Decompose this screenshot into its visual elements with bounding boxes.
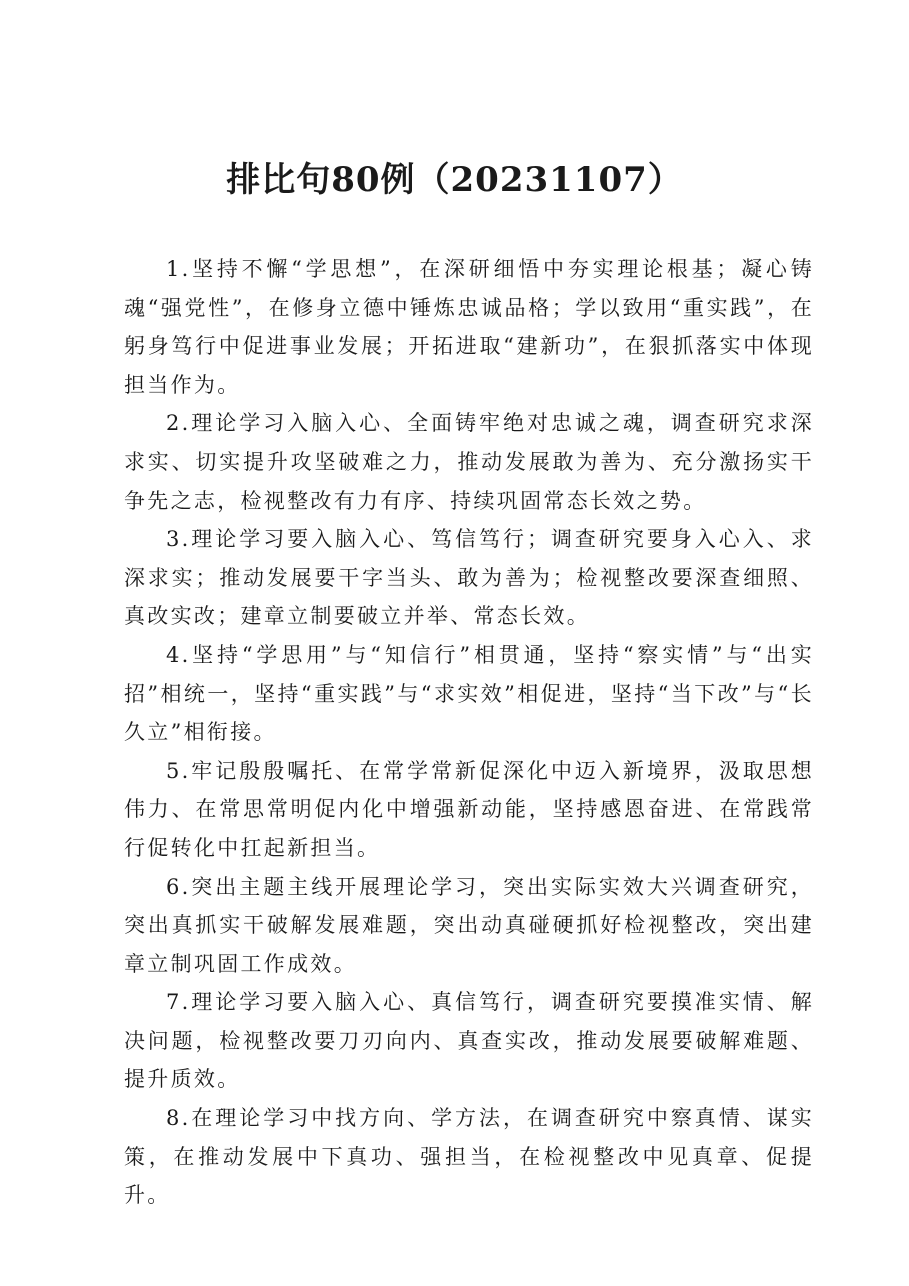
paragraph-2: 2.理论学习入脑入心、全面铸牢绝对忠诚之魂，调查研究求深求实、切实提升攻坚破难之力，推动发展敢为善为、充分激扬实干争先之志，检视整改有力有序、持续巩固常态长效之势。 — [124, 411, 814, 513]
paragraph-3: 3.理论学习要入脑入心、笃信笃行；调查研究要身入心入、求深求实；推动发展要干字当头、敢为善为；检视整改要深查细照、真改实改；建章立制要破立并举、常态长效。 — [124, 527, 814, 629]
paragraph-4: 4.坚持“学思用”与“知信行”相贯通，坚持“察实情”与“出实招”相统一，坚持“重实践”与“求实效”相促进，坚持“当下改”与“长久立”相衔接。 — [124, 642, 814, 745]
paragraph-8: 8.在理论学习中找方向、学方法，在调查研究中察真情、谋实策，在推动发展中下真功、强担当，在检视整改中见真章、促提升。 — [124, 1106, 814, 1208]
page-title: 排比句80例（20231107） — [226, 160, 683, 200]
paragraph-7: 7.理论学习要入脑入心、真信笃行，调查研究要摸准实情、解决问题，检视整改要刀刃向内、真查实改，推动发展要破解难题、提升质效。 — [124, 990, 814, 1092]
paragraph-1: 1.坚持不懈“学思想”，在深研细悟中夯实理论根基；凝心铸魂“强党性”，在修身立德中锤炼忠诚品格；学以致用“重实践”，在躬身笃行中促进事业发展；开拓进取“建新功”，在狠抓落实中体现担当作为。 — [124, 257, 814, 397]
document-body — [124, 250, 814, 1215]
paragraph-5: 5.牢记殷殷嘱托、在常学常新促深化中迈入新境界，汲取思想伟力、在常思常明促内化中增强新动能，坚持感恩奋进、在常践常行促转化中扛起新担当。 — [124, 758, 814, 860]
paragraph-6: 6.突出主题主线开展理论学习，突出实际实效大兴调查研究，突出真抓实干破解发展难题，突出动真碰硬抓好检视整改，突出建章立制巩固工作成效。 — [124, 874, 814, 976]
